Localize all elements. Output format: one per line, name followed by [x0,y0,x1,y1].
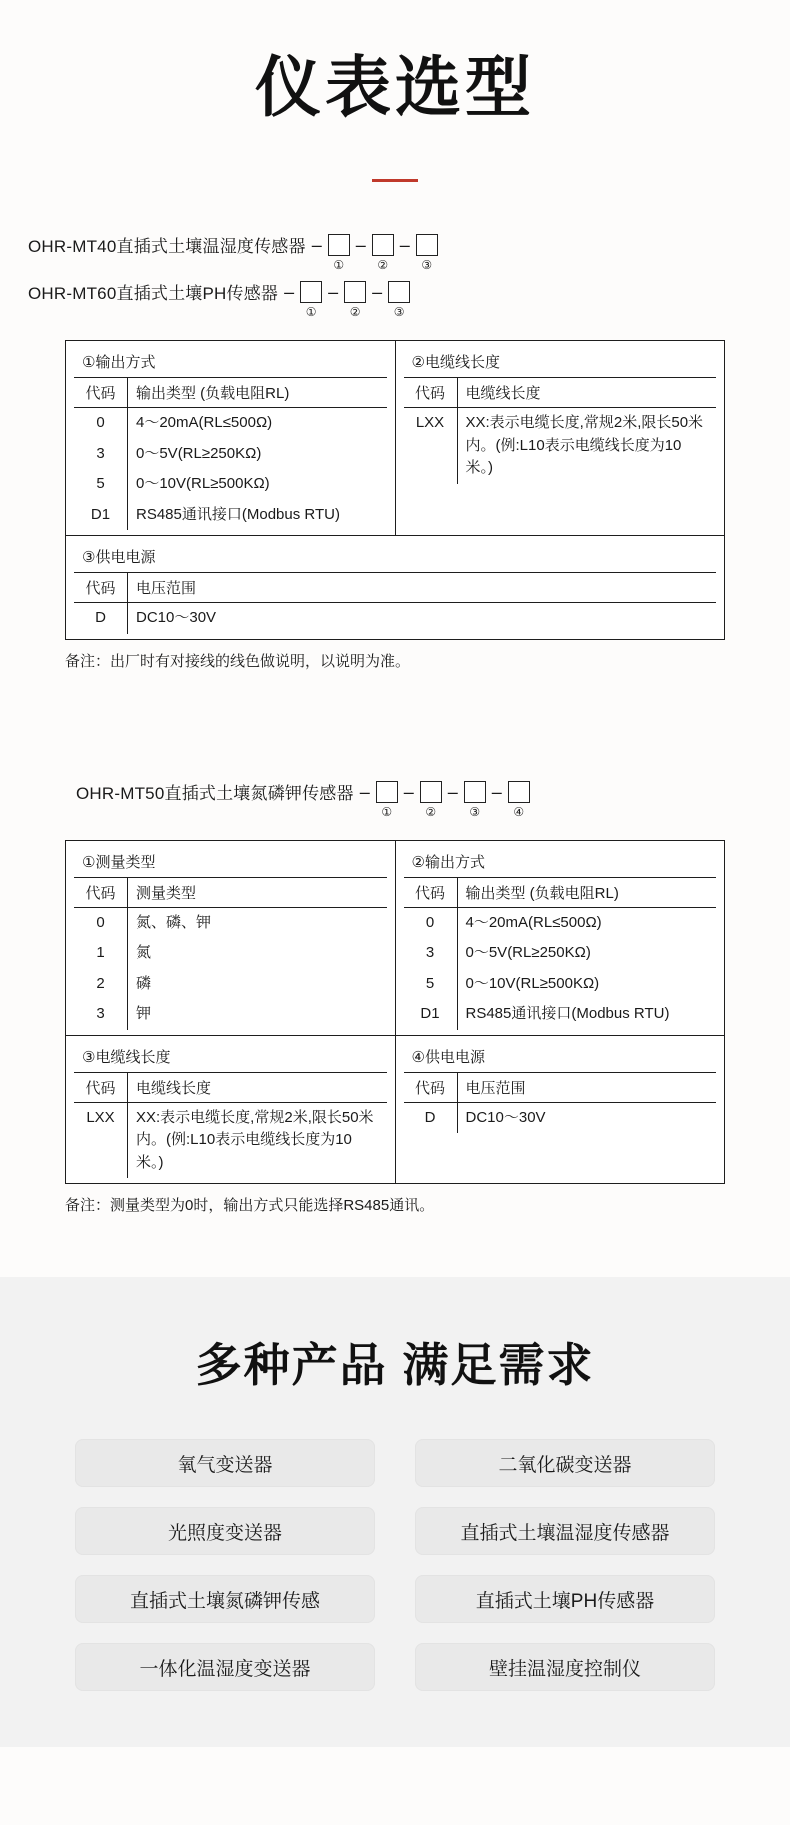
pane-body [404,908,717,1030]
page-title: 仪表选型 [255,50,535,124]
cell-desc: 钾 [136,1005,152,1023]
slot-1 [328,232,350,271]
col-header-code: 代码 [74,573,128,602]
cell-desc: XX:表示电缆长度,常规2米,限长50米内。(例:L10表示电缆线长度为10米。) [136,1108,374,1171]
table-2-note: 备注：测量类型为0时，输出方式只能选择RS485通讯。 [65,1197,435,1215]
product-pill[interactable]: 光照度变送器 [75,1507,375,1555]
pane-body [404,1103,717,1134]
table-row [66,341,725,536]
code-column [74,408,128,530]
products-section [0,1277,790,1747]
desc-column [458,408,717,484]
dash-separator: – [355,235,366,256]
model-line-mt60 [28,279,790,318]
pane-body [74,1103,387,1179]
dash-separator: – [311,235,322,256]
model-name-mt60: OHR-MT60直插式土壤PH传感器 [28,284,279,304]
model-name-mt40: OHR-MT40直插式土壤温湿度传感器 [28,237,306,257]
code-column [404,908,458,1030]
col-header-desc: 电缆线长度 [465,385,541,403]
code-column [74,603,128,634]
slot-1 [376,779,398,818]
pane-subheader [404,378,717,408]
slot-row-mt60 [278,279,410,318]
product-pill[interactable]: 壁挂温湿度控制仪 [415,1643,715,1691]
pane-title: ④供电电源 [404,1041,717,1073]
pane-power-2 [395,1035,725,1184]
slot-box[interactable] [328,234,350,256]
product-pill[interactable]: 直插式土壤温湿度传感器 [415,1507,715,1555]
slot-box[interactable] [376,781,398,803]
pane-title: ①测量类型 [74,846,387,878]
title-divider [372,179,418,182]
cell-desc: 氮、磷、钾 [136,913,212,931]
model-line-mt50 [76,779,790,818]
pane-subheader [74,1073,387,1103]
model-name-mt50: OHR-MT50直插式土壤氮磷钾传感器 [76,783,354,803]
cell-code: D1 [90,505,111,523]
cell-code: 2 [96,974,105,992]
cell-code: 3 [96,1005,105,1023]
slot-row-mt50 [354,779,530,818]
pane-cable-1 [395,341,725,536]
cell-code: 3 [425,944,435,962]
spec-table-1 [65,340,725,640]
cell-desc: RS485通讯接口(Modbus RTU) [136,505,340,523]
slot-index-label: ③ [421,258,433,273]
cell-desc: 磷 [136,974,152,992]
col-header-desc: 电缆线长度 [136,1079,212,1097]
desc-column [458,908,717,1030]
pane-title: ③电缆线长度 [74,1041,387,1073]
col-header-desc: 电压范围 [465,1079,526,1097]
slot-row-mt40 [306,232,438,271]
table-row [66,840,725,1035]
cell-code: D1 [420,1005,440,1023]
col-header-desc: 输出类型 (负载电阻RL) [465,884,619,902]
pane-subheader [74,878,387,908]
desc-column [128,603,716,634]
dash-separator: – [399,235,410,256]
code-column [404,1103,458,1134]
cell-code: 5 [96,475,105,493]
desc-column [458,1103,717,1134]
dash-separator: – [328,282,339,303]
cell-code: 0 [96,913,105,931]
cell-code: LXX [415,414,445,432]
cell-code: 1 [96,944,105,962]
cell-code: 5 [425,974,435,992]
pane-power-1 [66,536,725,640]
slot-box[interactable] [464,781,486,803]
slot-index-label: ① [333,258,345,273]
slot-index-label: ① [381,804,393,819]
slot-box[interactable] [344,281,366,303]
desc-column [128,1103,387,1179]
cell-desc: RS485通讯接口(Modbus RTU) [465,1005,670,1023]
col-header-desc: 测量类型 [136,884,197,902]
desc-column [128,408,387,530]
slot-index-label: ③ [393,305,405,320]
slot-2 [344,279,366,318]
desc-column [128,908,387,1030]
pane-subheader [74,573,716,603]
pane-measure-2 [66,840,396,1035]
cell-code: 0 [425,913,435,931]
col-header-code: 代码 [74,1073,128,1102]
spec-table-2 [65,840,725,1185]
code-column [404,408,458,484]
slot-index-label: ① [305,305,317,320]
cell-desc: 0～5V(RL≥250KΩ) [465,944,591,962]
table-1-note: 备注：出厂时有对接线的线色做说明，以说明为准。 [65,652,411,670]
slot-index-label: ② [349,305,361,320]
cell-desc: 4～20mA(RL≤500Ω) [465,913,602,931]
table-row [66,536,725,640]
slot-index-label: ② [377,258,389,273]
dash-separator: – [447,781,458,802]
col-header-code: 代码 [74,378,128,407]
cell-desc: 4～20mA(RL≤500Ω) [136,414,273,432]
model-code-block-1 [0,232,790,318]
code-column [74,908,128,1030]
slot-3 [388,279,410,318]
slot-3 [464,779,486,818]
pane-title: ②电缆线长度 [404,346,717,378]
col-header-code: 代码 [404,1073,458,1102]
col-header-code: 代码 [404,878,458,907]
slot-box[interactable] [416,234,438,256]
col-header-code: 代码 [404,378,458,407]
dash-separator: – [491,781,502,802]
cell-desc: DC10～30V [136,609,217,627]
slot-box[interactable] [420,781,442,803]
cell-desc: 氮 [136,944,152,962]
dash-separator: – [284,282,295,303]
pane-output-1 [66,341,396,536]
col-header-code: 代码 [74,878,128,907]
table-row [66,1035,725,1184]
cell-code: D [95,609,106,627]
dash-separator: – [372,282,383,303]
cell-desc: DC10～30V [465,1108,546,1126]
dash-separator: – [359,781,370,802]
cell-desc: 0～10V(RL≥500KΩ) [136,475,270,493]
pane-output-2 [395,840,725,1035]
slot-box[interactable] [508,781,530,803]
pane-body [74,408,387,530]
pane-body [74,603,716,634]
cell-code: D [424,1108,436,1126]
pane-subheader [74,378,387,408]
slot-box[interactable] [300,281,322,303]
cell-code: 3 [96,444,105,462]
pane-cable-2 [66,1035,396,1184]
pane-body [74,908,387,1030]
pane-title: ②输出方式 [404,846,717,878]
slot-index-label: ④ [513,804,525,819]
col-header-desc: 电压范围 [136,580,197,598]
cell-code: 0 [96,414,105,432]
product-grid [0,1439,790,1691]
slot-1 [300,279,322,318]
slot-box[interactable] [388,281,410,303]
pane-subheader [404,1073,717,1103]
cell-desc: 0～5V(RL≥250KΩ) [136,444,262,462]
col-header-desc: 输出类型 (负载电阻RL) [136,385,290,403]
slot-2 [420,779,442,818]
model-line-mt40 [28,232,790,271]
slot-3 [416,232,438,271]
product-pill[interactable]: 直插式土壤PH传感器 [415,1575,715,1623]
pane-body [404,408,717,484]
product-pill[interactable]: 一体化温湿度变送器 [75,1643,375,1691]
slot-index-label: ③ [469,804,481,819]
slot-index-label: ② [425,804,437,819]
section-spacer [0,671,790,729]
pane-title: ①输出方式 [74,346,387,378]
pane-title: ③供电电源 [74,541,716,573]
dash-separator: – [403,781,414,802]
slot-2 [372,232,394,271]
cell-code: LXX [86,1108,115,1126]
product-pill[interactable]: 二氧化碳变送器 [415,1439,715,1487]
slot-4 [508,779,530,818]
model-code-block-2 [0,779,790,818]
cell-desc: XX:表示电缆长度,常规2米,限长50米内。(例:L10表示电缆线长度为10米。) [465,414,704,477]
product-pill[interactable]: 氧气变送器 [75,1439,375,1487]
product-pill[interactable]: 直插式土壤氮磷钾传感 [75,1575,375,1623]
code-column [74,1103,128,1179]
slot-box[interactable] [372,234,394,256]
cell-desc: 0～10V(RL≥500KΩ) [465,974,600,992]
pane-subheader [404,878,717,908]
products-title: 多种产品 满足需求 [195,1339,595,1392]
